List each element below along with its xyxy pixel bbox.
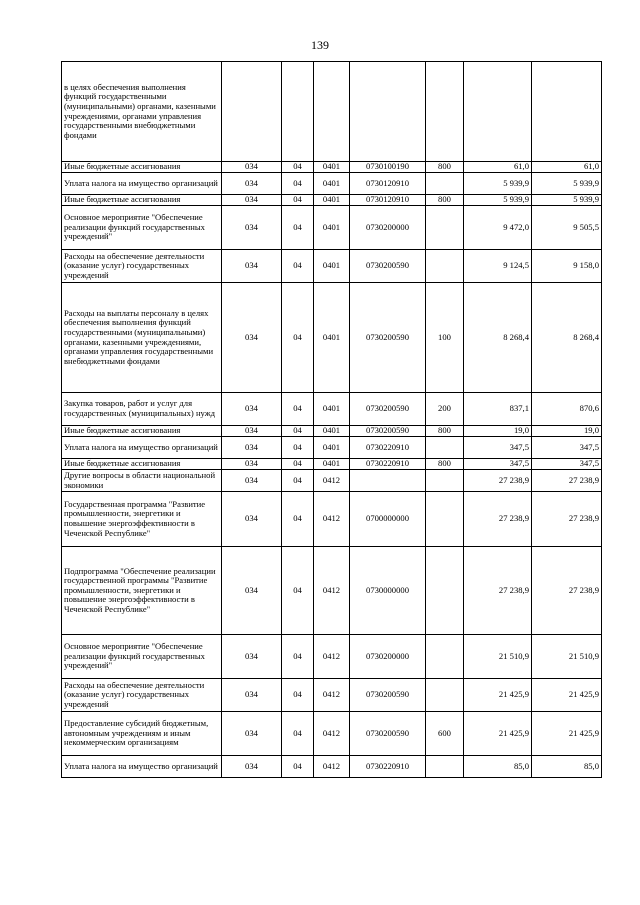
section-code-cell: 04	[282, 195, 314, 206]
subsection-code-cell: 0412	[314, 756, 350, 778]
budget-table	[61, 61, 602, 778]
target-article-cell: 0730220910	[350, 437, 426, 459]
table-row	[62, 492, 602, 547]
amount-year1-cell: 21 510,9	[464, 635, 532, 679]
ministry-code-cell: 034	[222, 206, 282, 250]
ministry-code-cell: 034	[222, 173, 282, 195]
expense-name-cell: Иные бюджетные ассигнования	[62, 195, 222, 206]
target-article-cell: 0730200590	[350, 426, 426, 437]
ministry-code-cell: 034	[222, 712, 282, 756]
expense-type-cell: 200	[426, 393, 464, 426]
expense-type-cell: 800	[426, 459, 464, 470]
subsection-code-cell: 0412	[314, 470, 350, 492]
expense-name-cell: Иные бюджетные ассигнования	[62, 162, 222, 173]
table-row	[62, 712, 602, 756]
expense-type-cell	[426, 470, 464, 492]
section-code-cell: 04	[282, 393, 314, 426]
ministry-code-cell: 034	[222, 283, 282, 393]
ministry-code-cell: 034	[222, 162, 282, 173]
expense-type-cell	[426, 437, 464, 459]
subsection-code-cell: 0401	[314, 250, 350, 283]
amount-year1-cell: 85,0	[464, 756, 532, 778]
target-article-cell: 0730200590	[350, 283, 426, 393]
target-article-cell: 0730120910	[350, 173, 426, 195]
subsection-code-cell: 0401	[314, 426, 350, 437]
table-row	[62, 283, 602, 393]
table-row	[62, 426, 602, 437]
amount-year2-cell: 21 425,9	[532, 712, 602, 756]
section-code-cell: 04	[282, 250, 314, 283]
expense-type-cell	[426, 206, 464, 250]
amount-year1-cell: 27 238,9	[464, 492, 532, 547]
expense-type-cell	[426, 635, 464, 679]
table-row	[62, 635, 602, 679]
amount-year1-cell: 9 124,5	[464, 250, 532, 283]
amount-year1-cell: 347,5	[464, 437, 532, 459]
page-number: 139	[311, 38, 329, 52]
section-code-cell: 04	[282, 635, 314, 679]
subsection-code-cell: 0401	[314, 459, 350, 470]
section-code-cell: 04	[282, 426, 314, 437]
amount-year2-cell: 870,6	[532, 393, 602, 426]
expense-type-cell: 800	[426, 426, 464, 437]
amount-year1-cell: 27 238,9	[464, 470, 532, 492]
amount-year2-cell	[532, 62, 602, 162]
section-code-cell: 04	[282, 712, 314, 756]
section-code-cell: 04	[282, 470, 314, 492]
ministry-code-cell: 034	[222, 250, 282, 283]
expense-type-cell	[426, 62, 464, 162]
subsection-code-cell: 0401	[314, 437, 350, 459]
budget-table-body	[62, 62, 602, 778]
amount-year2-cell: 8 268,4	[532, 283, 602, 393]
ministry-code-cell: 034	[222, 459, 282, 470]
section-code-cell: 04	[282, 173, 314, 195]
amount-year2-cell: 27 238,9	[532, 492, 602, 547]
expense-name-cell: Расходы на обеспечение деятельности (оказание услуг) государственных учреждений	[62, 250, 222, 283]
expense-name-cell: Основное мероприятие "Обеспечение реализации функций государственных учреждений"	[62, 635, 222, 679]
expense-name-cell: Подпрограмма "Обеспечение реализации государственной программы "Развитие промышленности, энергетики и повышение энергоэффективности в Чеченской Республике"	[62, 547, 222, 635]
amount-year2-cell: 5 939,9	[532, 173, 602, 195]
target-article-cell: 0730220910	[350, 459, 426, 470]
ministry-code-cell: 034	[222, 547, 282, 635]
expense-name-cell: Расходы на выплаты персоналу в целях обеспечения выполнения функций государственными (муниципальными) органами, казенными учреждениями, органами управления государственными внебюджетными фондами	[62, 283, 222, 393]
table-row	[62, 756, 602, 778]
amount-year1-cell: 9 472,0	[464, 206, 532, 250]
expense-name-cell: Другие вопросы в области национальной экономики	[62, 470, 222, 492]
section-code-cell: 04	[282, 162, 314, 173]
subsection-code-cell	[314, 62, 350, 162]
amount-year2-cell: 9 505,5	[532, 206, 602, 250]
amount-year1-cell: 5 939,9	[464, 173, 532, 195]
amount-year2-cell: 347,5	[532, 459, 602, 470]
ministry-code-cell: 034	[222, 635, 282, 679]
ministry-code-cell: 034	[222, 437, 282, 459]
amount-year2-cell: 27 238,9	[532, 547, 602, 635]
subsection-code-cell: 0401	[314, 393, 350, 426]
section-code-cell: 04	[282, 459, 314, 470]
expense-name-cell: Уплата налога на имущество организаций	[62, 437, 222, 459]
amount-year2-cell: 9 158,0	[532, 250, 602, 283]
amount-year2-cell: 27 238,9	[532, 470, 602, 492]
ministry-code-cell: 034	[222, 195, 282, 206]
amount-year2-cell: 21 425,9	[532, 679, 602, 712]
subsection-code-cell: 0401	[314, 173, 350, 195]
target-article-cell: 0730200590	[350, 679, 426, 712]
subsection-code-cell: 0401	[314, 195, 350, 206]
amount-year1-cell: 21 425,9	[464, 679, 532, 712]
target-article-cell	[350, 62, 426, 162]
table-row	[62, 470, 602, 492]
table-row	[62, 437, 602, 459]
subsection-code-cell: 0412	[314, 547, 350, 635]
amount-year2-cell: 85,0	[532, 756, 602, 778]
table-row	[62, 162, 602, 173]
expense-name-cell: Предоставление субсидий бюджетным, автономным учреждениям и иным некоммерческим организациям	[62, 712, 222, 756]
expense-name-cell: Основное мероприятие "Обеспечение реализации функций государственных учреждений"	[62, 206, 222, 250]
amount-year1-cell: 8 268,4	[464, 283, 532, 393]
expense-type-cell	[426, 679, 464, 712]
target-article-cell: 0730200000	[350, 635, 426, 679]
target-article-cell: 0730120910	[350, 195, 426, 206]
amount-year1-cell: 21 425,9	[464, 712, 532, 756]
target-article-cell: 0730200590	[350, 712, 426, 756]
table-row	[62, 173, 602, 195]
amount-year2-cell: 61,0	[532, 162, 602, 173]
expense-name-cell: Иные бюджетные ассигнования	[62, 426, 222, 437]
target-article-cell: 0730000000	[350, 547, 426, 635]
ministry-code-cell: 034	[222, 492, 282, 547]
section-code-cell: 04	[282, 756, 314, 778]
ministry-code-cell: 034	[222, 470, 282, 492]
section-code-cell: 04	[282, 492, 314, 547]
amount-year2-cell: 347,5	[532, 437, 602, 459]
ministry-code-cell: 034	[222, 393, 282, 426]
amount-year1-cell	[464, 62, 532, 162]
subsection-code-cell: 0412	[314, 635, 350, 679]
subsection-code-cell: 0412	[314, 712, 350, 756]
amount-year1-cell: 837,1	[464, 393, 532, 426]
expense-type-cell	[426, 756, 464, 778]
ministry-code-cell: 034	[222, 756, 282, 778]
amount-year1-cell: 19,0	[464, 426, 532, 437]
table-row	[62, 62, 602, 162]
expense-type-cell: 100	[426, 283, 464, 393]
section-code-cell: 04	[282, 437, 314, 459]
expense-type-cell: 800	[426, 195, 464, 206]
expense-type-cell	[426, 492, 464, 547]
target-article-cell: 0730100190	[350, 162, 426, 173]
table-row	[62, 679, 602, 712]
ministry-code-cell: 034	[222, 426, 282, 437]
section-code-cell: 04	[282, 283, 314, 393]
amount-year2-cell: 21 510,9	[532, 635, 602, 679]
table-row	[62, 250, 602, 283]
expense-name-cell: Государственная программа "Развитие промышленности, энергетики и повышение энергоэффективности в Чеченской Республике"	[62, 492, 222, 547]
section-code-cell	[282, 62, 314, 162]
target-article-cell: 0730220910	[350, 756, 426, 778]
ministry-code-cell: 034	[222, 679, 282, 712]
table-row	[62, 459, 602, 470]
amount-year2-cell: 5 939,9	[532, 195, 602, 206]
target-article-cell: 0730200000	[350, 206, 426, 250]
table-row	[62, 393, 602, 426]
target-article-cell: 0700000000	[350, 492, 426, 547]
table-row	[62, 206, 602, 250]
target-article-cell: 0730200590	[350, 393, 426, 426]
section-code-cell: 04	[282, 206, 314, 250]
amount-year2-cell: 19,0	[532, 426, 602, 437]
subsection-code-cell: 0401	[314, 162, 350, 173]
expense-type-cell: 600	[426, 712, 464, 756]
expense-name-cell: Уплата налога на имущество организаций	[62, 756, 222, 778]
expense-type-cell: 800	[426, 162, 464, 173]
table-row	[62, 195, 602, 206]
subsection-code-cell: 0401	[314, 283, 350, 393]
subsection-code-cell: 0401	[314, 206, 350, 250]
expense-type-cell	[426, 173, 464, 195]
table-row	[62, 547, 602, 635]
amount-year1-cell: 347,5	[464, 459, 532, 470]
amount-year1-cell: 61,0	[464, 162, 532, 173]
expense-name-cell: Закупка товаров, работ и услуг для государственных (муниципальных) нужд	[62, 393, 222, 426]
expense-type-cell	[426, 250, 464, 283]
ministry-code-cell	[222, 62, 282, 162]
expense-name-cell: Расходы на обеспечение деятельности (оказание услуг) государственных учреждений	[62, 679, 222, 712]
subsection-code-cell: 0412	[314, 679, 350, 712]
target-article-cell: 0730200590	[350, 250, 426, 283]
subsection-code-cell: 0412	[314, 492, 350, 547]
expense-name-cell: Уплата налога на имущество организаций	[62, 173, 222, 195]
expense-name-cell: Иные бюджетные ассигнования	[62, 459, 222, 470]
amount-year1-cell: 27 238,9	[464, 547, 532, 635]
amount-year1-cell: 5 939,9	[464, 195, 532, 206]
section-code-cell: 04	[282, 547, 314, 635]
section-code-cell: 04	[282, 679, 314, 712]
expense-type-cell	[426, 547, 464, 635]
target-article-cell	[350, 470, 426, 492]
expense-name-cell: в целях обеспечения выполнения функций государственными (муниципальными) органами, казенными учреждениями, органами управления государственными внебюджетными фондами	[62, 62, 222, 162]
